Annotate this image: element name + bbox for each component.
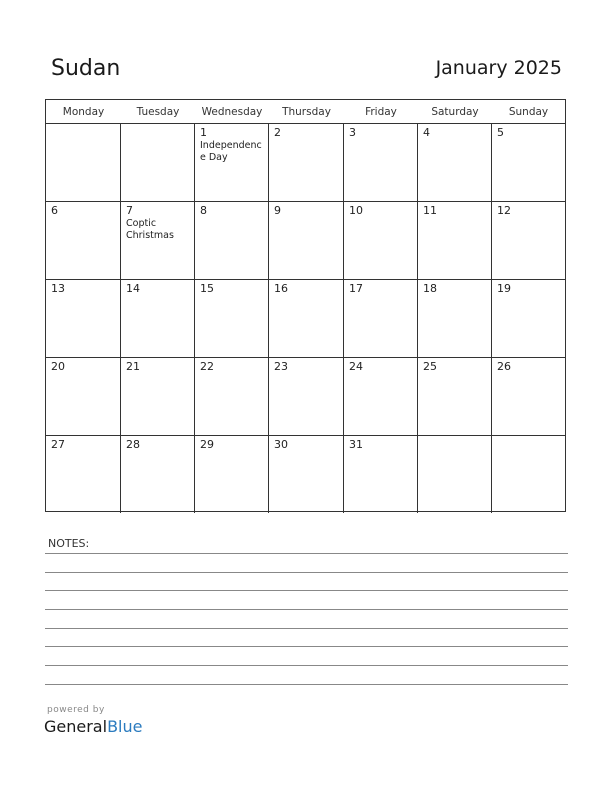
holiday-label: Independence Day (200, 140, 262, 163)
notes-line (45, 609, 568, 610)
notes-line (45, 628, 568, 629)
day-cell (195, 202, 269, 280)
day-number: 15 (200, 282, 214, 295)
notes-label: NOTES: (48, 537, 90, 550)
day-number: 21 (126, 360, 140, 373)
day-number: 12 (497, 204, 511, 217)
day-number: 22 (200, 360, 214, 373)
day-cell (46, 202, 121, 280)
month-year-title: January 2025 (435, 57, 562, 79)
day-number: 29 (200, 438, 214, 451)
day-cell (492, 202, 565, 280)
day-number: 9 (274, 204, 281, 217)
day-cell (121, 124, 195, 202)
day-number: 23 (274, 360, 288, 373)
day-number: 19 (497, 282, 511, 295)
day-number: 16 (274, 282, 288, 295)
day-number: 1 (200, 126, 207, 139)
day-cell (269, 202, 344, 280)
calendar-grid (45, 99, 566, 512)
weekday-header-thursday: Thursday (269, 100, 344, 124)
day-cell (121, 280, 195, 358)
day-cell (269, 124, 344, 202)
day-number: 13 (51, 282, 65, 295)
day-number: 20 (51, 360, 65, 373)
day-number: 11 (423, 204, 437, 217)
day-number: 8 (200, 204, 207, 217)
day-cell (344, 124, 418, 202)
brand-logo (44, 717, 142, 736)
day-cell (344, 436, 418, 513)
day-number: 30 (274, 438, 288, 451)
weekday-header-monday: Monday (46, 100, 121, 124)
day-cell (492, 358, 565, 436)
day-number: 10 (349, 204, 363, 217)
day-number: 24 (349, 360, 363, 373)
day-cell (492, 280, 565, 358)
day-number: 31 (349, 438, 363, 451)
day-cell (418, 124, 492, 202)
powered-by-text: powered by (47, 705, 105, 715)
day-cell (46, 124, 121, 202)
brand-blue-text: Blue (107, 717, 143, 736)
day-cell (269, 358, 344, 436)
day-cell (344, 280, 418, 358)
day-number: 18 (423, 282, 437, 295)
day-number: 3 (349, 126, 356, 139)
day-number: 26 (497, 360, 511, 373)
country-title: Sudan (51, 56, 121, 81)
notes-line (45, 553, 568, 554)
notes-line (45, 590, 568, 591)
brand-general-text: General (44, 717, 108, 736)
day-cell (418, 280, 492, 358)
day-cell (195, 358, 269, 436)
holiday-label: Coptic Christmas (126, 218, 174, 241)
day-cell (418, 436, 492, 513)
notes-line (45, 684, 568, 685)
day-cell (121, 436, 195, 513)
day-cell (195, 436, 269, 513)
day-cell (121, 202, 195, 280)
day-number: 28 (126, 438, 140, 451)
notes-line (45, 646, 568, 647)
day-cell (418, 202, 492, 280)
day-number: 27 (51, 438, 65, 451)
day-cell (269, 280, 344, 358)
day-cell (344, 202, 418, 280)
weekday-header-saturday: Saturday (418, 100, 492, 124)
day-number: 7 (126, 204, 133, 217)
notes-line (45, 665, 568, 666)
weekday-header-friday: Friday (344, 100, 418, 124)
day-number: 25 (423, 360, 437, 373)
day-number: 4 (423, 126, 430, 139)
day-cell (195, 124, 269, 202)
day-cell (195, 280, 269, 358)
day-cell (492, 436, 565, 513)
day-cell (492, 124, 565, 202)
day-cell (46, 436, 121, 513)
day-cell (46, 358, 121, 436)
day-cell (418, 358, 492, 436)
weekday-header-tuesday: Tuesday (121, 100, 195, 124)
weekday-header-wednesday: Wednesday (195, 100, 269, 124)
day-number: 6 (51, 204, 58, 217)
day-cell (269, 436, 344, 513)
day-number: 17 (349, 282, 363, 295)
day-cell (121, 358, 195, 436)
day-number: 2 (274, 126, 281, 139)
day-cell (46, 280, 121, 358)
notes-line (45, 572, 568, 573)
day-number: 5 (497, 126, 504, 139)
day-number: 14 (126, 282, 140, 295)
weekday-header-sunday: Sunday (492, 100, 565, 124)
day-cell (344, 358, 418, 436)
